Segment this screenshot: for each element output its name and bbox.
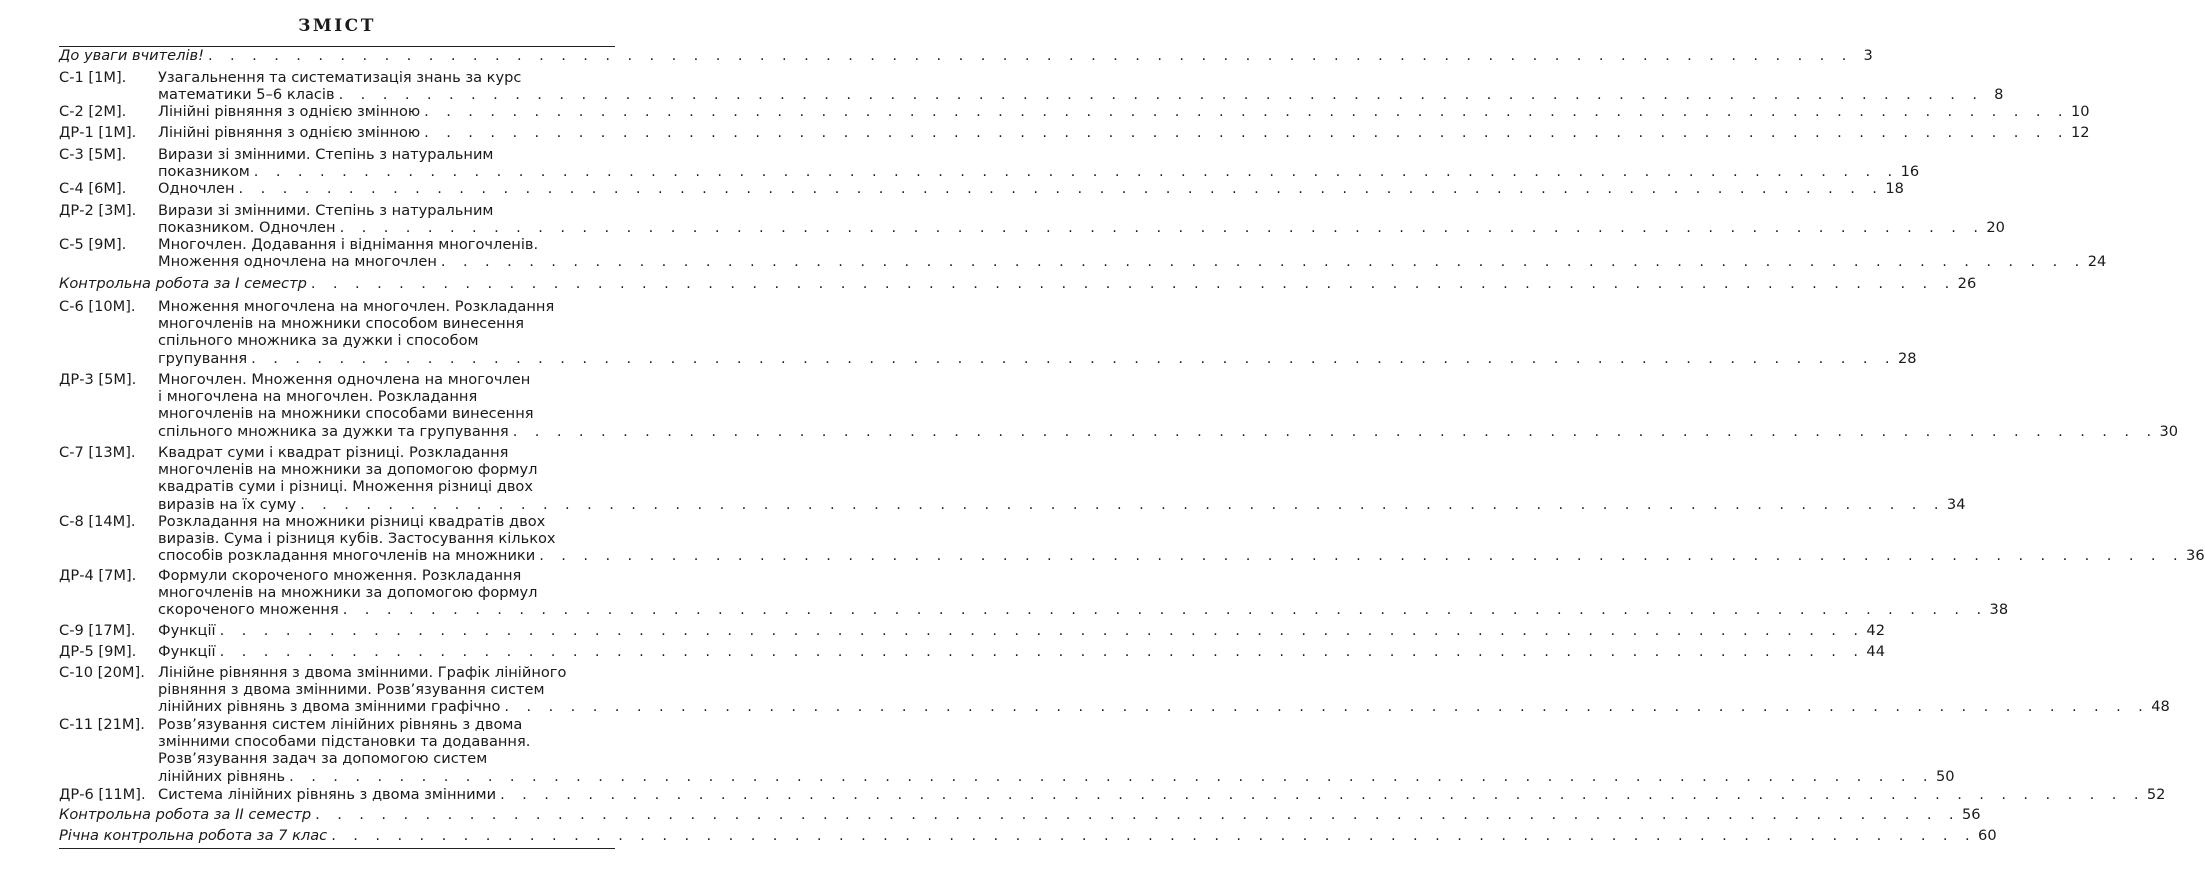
dot-leader: . . . . . . . . . . . . . . . . . . . . . . . . . . . . . . . . . . . . . . . . . . . . . . . . . . . . . . . . . . . . . . . . . . . . . . . . . . . (342, 601, 1988, 619)
page-number: 50 (1935, 767, 1955, 785)
toc-entry-line: Многочлен. Множення одночлена на многочлен (158, 371, 531, 388)
page-number: 3 (1863, 47, 1873, 64)
page-number: 60 (1978, 827, 1997, 844)
toc-entry-line: Многочлен. Додавання і віднімання многочленів. (158, 236, 539, 253)
toc-entry-line: многочленів на множники способом винесення (158, 315, 525, 333)
toc-entry-line: виразів. Сума і різниця кубів. Застосування кількох (158, 530, 556, 548)
dot-leader: . . . . . . . . . . . . . . . . . . . . . . . . . . . . . . . . . . . . . . . . . . . . . . . . . . . . . . . . . . . . . . . . . . . . . . . . . . . (219, 622, 1865, 639)
toc-entry-title (59, 275, 1977, 292)
toc-entry-title (158, 513, 2205, 565)
toc-entry-title (158, 146, 1920, 181)
toc-entry-title (158, 716, 1955, 785)
page-number: 52 (2146, 786, 2166, 803)
page-title: ЗМІСТ (298, 16, 376, 36)
toc-entry-line: многочленів на множники за допомогою формул (158, 461, 538, 479)
toc-entry-line: показником. Одночлен (158, 219, 336, 237)
toc-entry-code: С-3 [5М]. (59, 146, 127, 163)
toc-entry-line: математики 5–6 класів (158, 86, 335, 104)
toc-entry-line: Узагальнення та систематизація знань за курс (158, 69, 522, 86)
toc-entry-line: способів розкладання многочленів на множники (158, 547, 536, 565)
page-number: 10 (2070, 103, 2090, 120)
toc-entry-code: ДР-3 [5М]. (59, 371, 137, 388)
dot-leader: . . . . . . . . . . . . . . . . . . . . . . . . . . . . . . . . . . . . . . . . . . . . . . . . . . . . . . . . . . . . . . . . . . . . . . . . . . . (251, 349, 1896, 367)
toc-entry-line: Одночлен (158, 180, 235, 197)
page-number: 30 (2159, 422, 2179, 440)
toc-entry-line: До уваги вчителів! (59, 47, 204, 64)
toc-entry-line: Функції (158, 622, 216, 639)
toc-entry-line: Лінійне рівняння з двома змінними. Графік лінійного (158, 664, 567, 681)
toc-entry-title (158, 643, 1885, 660)
toc-entry-title (158, 444, 1966, 513)
page-number: 42 (1866, 622, 1885, 639)
toc-entry-title (158, 124, 2090, 141)
dot-leader: . . . . . . . . . . . . . . . . . . . . . . . . . . . . . . . . . . . . . . . . . . . . . . . . . . . . . . . . . . . . . . . . . . . . . . . . . . . (500, 786, 2145, 803)
dot-leader: . . . . . . . . . . . . . . . . . . . . . . . . . . . . . . . . . . . . . . . . . . . . . . . . . . . . . . . . . . . . . . . . . . . . . . . . . . . (238, 180, 1884, 197)
dot-leader: . . . . . . . . . . . . . . . . . . . . . . . . . . . . . . . . . . . . . . . . . . . . . . . . . . . . . . . . . . . . . . . . . . . . . . . . . . . (253, 163, 1899, 181)
toc-entry-line: рівняння з двома змінними. Розв’язування систем (158, 681, 545, 699)
page-number: 8 (1994, 86, 2004, 104)
toc-entry-code: С-9 [17М]. (59, 622, 136, 639)
toc-entry-line: Контрольна робота за I семестр (59, 275, 307, 292)
toc-entry-line: Розкладання на множники різниці квадратів двох (158, 513, 546, 530)
page-number: 36 (2186, 547, 2205, 565)
page-number: 38 (1989, 601, 2009, 619)
dot-leader: . . . . . . . . . . . . . . . . . . . . . . . . . . . . . . . . . . . . . . . . . . . . . . . . . . . . . . . . . . . . . . . . . . . . . . . . . . . (310, 275, 1956, 292)
toc-entry-code: С-8 [14М]. (59, 513, 136, 530)
toc-entry-line: показником (158, 163, 250, 181)
dot-leader: . . . . . . . . . . . . . . . . . . . . . . . . . . . . . . . . . . . . . . . . . . . . . . . . . . . . . . . . . . . . . . . . . . . . . . . . . . . (339, 219, 1985, 237)
toc-entry-line: Вирази зі змінними. Степінь з натуральним (158, 202, 494, 219)
dot-leader: . . . . . . . . . . . . . . . . . . . . . . . . . . . . . . . . . . . . . . . . . . . . . . . . . . . . . . . . . . . . . . . . . . . . . . . . . . . (315, 806, 1960, 823)
toc-entry-line: Формули скороченого множення. Розкладання (158, 567, 522, 584)
toc-entry-line: і многочлена на многочлен. Розкладання (158, 388, 478, 406)
page-number: 48 (2151, 698, 2170, 716)
toc-entry-line: групування (158, 349, 248, 367)
dot-leader: . . . . . . . . . . . . . . . . . . . . . . . . . . . . . . . . . . . . . . . . . . . . . . . . . . . . . . . . . . . . . . . . . . . . . . . . . . . (440, 253, 2086, 271)
toc-entry-line: многочленів на множники способами винесення (158, 405, 534, 423)
dot-leader: . . . . . . . . . . . . . . . . . . . . . . . . . . . . . . . . . . . . . . . . . . . . . . . . . . . . . . . . . . . . . . . . . . . . . . . . . . . (539, 547, 2185, 565)
toc-entry-code: ДР-6 [11М]. (59, 786, 146, 803)
toc-entry-title (158, 298, 1917, 367)
toc-entry-title (158, 69, 2004, 104)
toc-entry-line: Лінійні рівняння з однією змінною (158, 124, 421, 141)
bottom-rule (59, 848, 615, 849)
page-number: 18 (1885, 180, 1904, 197)
toc-entry-title (158, 622, 1885, 639)
toc-entry-title (158, 567, 2009, 619)
toc-entry-code: С-5 [9М]. (59, 236, 127, 253)
toc-entry-title (158, 180, 1904, 197)
toc-entry-line: Функції (158, 643, 216, 660)
dot-leader: . . . . . . . . . . . . . . . . . . . . . . . . . . . . . . . . . . . . . . . . . . . . . . . . . . . . . . . . . . . . . . . . . . . . . . . . . . . (512, 422, 2158, 440)
toc-entry-code: С-6 [10М]. (59, 298, 136, 315)
toc-entry-title (59, 827, 1997, 844)
page-number: 56 (1961, 806, 1981, 823)
page-number: 20 (1986, 219, 2005, 237)
toc-entry-title (158, 103, 2090, 120)
toc-entry-code: С-7 [13М]. (59, 444, 136, 461)
toc-entry-line: змінними способами підстановки та додавання. (158, 733, 531, 751)
toc-entry-line: Розв’язування систем лінійних рівнянь з двома (158, 716, 523, 733)
toc-entry-code: С-10 [20М]. (59, 664, 145, 681)
toc-entry-title (158, 202, 2005, 237)
page-number: 16 (1900, 163, 1920, 181)
toc-entry-line: Лінійні рівняння з однією змінною (158, 103, 421, 120)
page-number: 26 (1957, 275, 1977, 292)
dot-leader: . . . . . . . . . . . . . . . . . . . . . . . . . . . . . . . . . . . . . . . . . . . . . . . . . . . . . . . . . . . . . . . . . . . . . . . . . . . (300, 495, 1945, 513)
dot-leader: . . . . . . . . . . . . . . . . . . . . . . . . . . . . . . . . . . . . . . . . . . . . . . . . . . . . . . . . . . . . . . . . . . . . . . . . . . . (207, 47, 1853, 64)
toc-entry-title (158, 371, 2179, 440)
toc-entry-line: Розв’язування задач за допомогою систем (158, 750, 488, 768)
toc-entry-line: лінійних рівнянь з двома змінними графічно (158, 698, 501, 716)
dot-leader: . . . . . . . . . . . . . . . . . . . . . . . . . . . . . . . . . . . . . . . . . . . . . . . . . . . . . . . . . . . . . . . . . . . . . . . . . . . (219, 643, 1865, 660)
toc-entry-code: С-11 [21М]. (59, 716, 145, 733)
toc-entry-line: квадратів суми і різниці. Множення різниці двох (158, 478, 533, 496)
page-number: 44 (1866, 643, 1885, 660)
toc-entry-title (59, 47, 1873, 64)
toc-entry-line: виразів на їх суму (158, 495, 297, 513)
toc-entry-line: Вирази зі змінними. Степінь з натуральним (158, 146, 494, 163)
toc-entry-title (59, 806, 1981, 823)
toc-entry-title (158, 236, 2107, 271)
toc-entry-line: Контрольна робота за II семестр (59, 806, 312, 823)
toc-entry-code: ДР-2 [3М]. (59, 202, 137, 219)
toc-entry-code: С-1 [1М]. (59, 69, 127, 86)
dot-leader: . . . . . . . . . . . . . . . . . . . . . . . . . . . . . . . . . . . . . . . . . . . . . . . . . . . . . . . . . . . . . . . . . . . . . . . . . . . (424, 124, 2069, 141)
toc-entry-code: ДР-5 [9М]. (59, 643, 137, 660)
dot-leader: . . . . . . . . . . . . . . . . . . . . . . . . . . . . . . . . . . . . . . . . . . . . . . . . . . . . . . . . . . . . . . . . . . . . . . . . . . . (289, 767, 1934, 785)
toc-entry-line: Квадрат суми і квадрат різниці. Розкладання (158, 444, 509, 461)
dot-leader: . . . . . . . . . . . . . . . . . . . . . . . . . . . . . . . . . . . . . . . . . . . . . . . . . . . . . . . . . . . . . . . . . . . . . . . . . . . (331, 827, 1977, 844)
toc-entry-line: лінійних рівнянь (158, 767, 286, 785)
toc-entry-code: ДР-4 [7М]. (59, 567, 137, 584)
toc-entry-line: Річна контрольна робота за 7 клас (59, 827, 328, 844)
toc-entry-line: скороченого множення (158, 601, 339, 619)
toc-entry-line: Система лінійних рівнянь з двома змінними (158, 786, 497, 803)
toc-entry-title (158, 786, 2166, 803)
toc-entry-line: Множення многочлена на многочлен. Розкладання (158, 298, 555, 315)
toc-entry-line: спільного множника за дужки і способом (158, 332, 479, 350)
toc-entry-code: С-4 [6М]. (59, 180, 127, 197)
page-number: 24 (2087, 253, 2107, 271)
page-number: 34 (1946, 495, 1966, 513)
toc-entry-code: ДР-1 [1М]. (59, 124, 137, 141)
dot-leader: . . . . . . . . . . . . . . . . . . . . . . . . . . . . . . . . . . . . . . . . . . . . . . . . . . . . . . . . . . . . . . . . . . . . . . . . . . . (424, 103, 2069, 120)
toc-entry-title (158, 664, 2170, 716)
page-number: 28 (1897, 349, 1917, 367)
toc-entry-line: Множення одночлена на многочлен (158, 253, 437, 271)
toc-entry-line: спільного множника за дужки та групування (158, 422, 509, 440)
toc-entry-code: С-2 [2М]. (59, 103, 127, 120)
toc-entry-line: многочленів на множники за допомогою формул (158, 584, 538, 602)
dot-leader: . . . . . . . . . . . . . . . . . . . . . . . . . . . . . . . . . . . . . . . . . . . . . . . . . . . . . . . . . . . . . . . . . . . . . . . . . . . (504, 698, 2150, 716)
dot-leader: . . . . . . . . . . . . . . . . . . . . . . . . . . . . . . . . . . . . . . . . . . . . . . . . . . . . . . . . . . . . . . . . . . . . . . . . . . . (338, 86, 1984, 104)
page-number: 12 (2070, 124, 2090, 141)
